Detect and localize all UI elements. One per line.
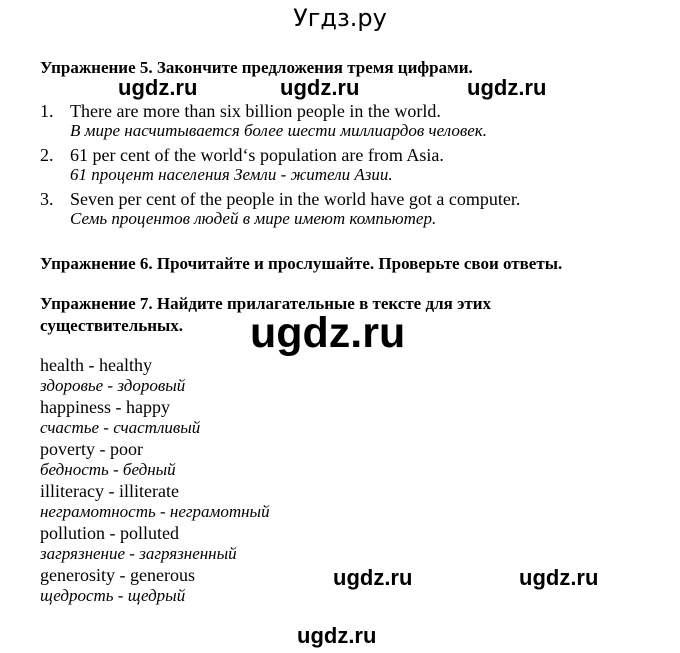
item-english: There are more than six billion people in the world.	[70, 101, 441, 121]
item-number: 2.	[40, 145, 54, 165]
pair-english: happiness - happy	[40, 397, 170, 417]
watermark: ugdz.ru	[519, 565, 599, 590]
pair-english: poverty - poor	[40, 439, 143, 459]
watermark: ugdz.ru	[280, 75, 360, 100]
pair-english: illiteracy - illiterate	[40, 481, 179, 501]
watermark-large: ugdz.ru	[250, 309, 406, 357]
pair-russian: неграмотность - неграмотный	[40, 502, 270, 521]
exercise6-heading: Упражнение 6. Прочитайте и прослушайте. Проверьте свои ответы.	[40, 254, 563, 273]
pair-russian: здоровье - здоровый	[40, 376, 186, 395]
pair-english: pollution - polluted	[40, 523, 179, 543]
watermark: ugdz.ru	[297, 623, 377, 648]
exercise7-heading-line1: Упражнение 7. Найдите прилагательные в тексте для этих	[40, 294, 492, 313]
pair-russian: счастье - счастливый	[40, 418, 201, 437]
pair-russian: щедрость - щедрый	[40, 586, 186, 605]
item-russian: В мире насчитывается более шести миллиардов человек.	[70, 121, 487, 140]
item-russian: Семь процентов людей в мире имеют компьютер.	[70, 209, 437, 228]
pair-russian: загрязнение - загрязненный	[40, 544, 237, 563]
pair-english: health - healthy	[40, 355, 152, 375]
watermark: ugdz.ru	[333, 565, 413, 590]
item-number: 1.	[40, 101, 54, 121]
watermark: ugdz.ru	[467, 75, 547, 100]
item-russian: 61 процент населения Земли - жители Азии.	[70, 165, 393, 184]
watermark: ugdz.ru	[118, 75, 198, 100]
item-number: 3.	[40, 189, 54, 209]
site-title: Угдз.ру	[293, 4, 387, 32]
exercise7-heading-line2: существительных.	[40, 316, 184, 335]
item-english: Seven per cent of the people in the world have got a computer.	[70, 189, 521, 209]
item-english: 61 per cent of the world‘s population are from Asia.	[70, 145, 444, 165]
pair-english: generosity - generous	[40, 565, 195, 585]
exercise5-heading: Упражнение 5. Закончите предложения тремя цифрами.	[40, 58, 473, 77]
pair-russian: бедность - бедный	[40, 460, 176, 479]
